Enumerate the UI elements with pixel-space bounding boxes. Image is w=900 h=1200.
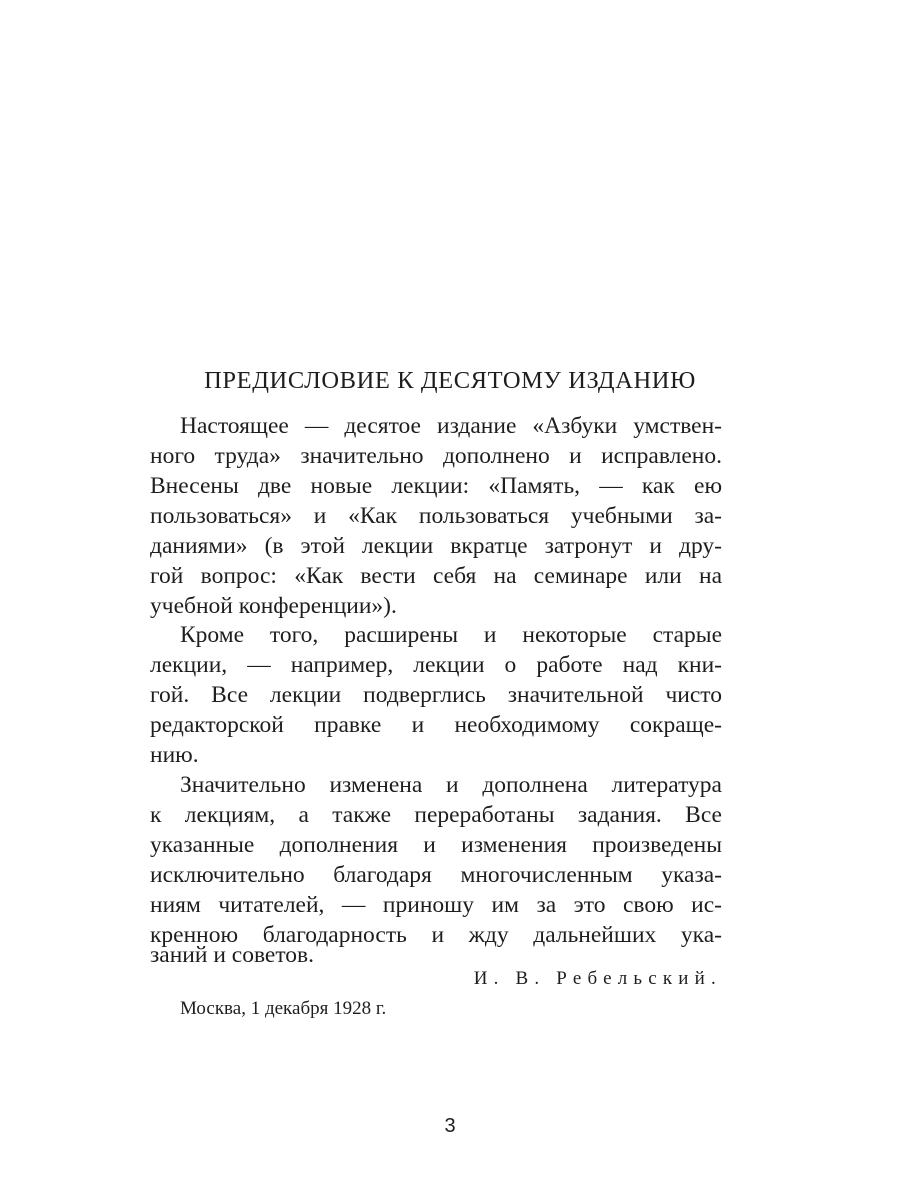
paragraph-1-line-4: пользоваться» и «Как пользоваться учебными за- bbox=[150, 503, 722, 529]
paragraph-2-line-4: редакторской правке и необходимому сокраще- bbox=[150, 712, 722, 738]
paragraph-1-line-5: даниями» (в этой лекции вкратце затронут и дру- bbox=[150, 533, 722, 559]
paragraph-3-line-4: исключительно благодаря многочисленным указа- bbox=[150, 862, 722, 888]
paragraph-2-line-3: гой. Все лекции подверглись значительной чисто bbox=[150, 682, 722, 708]
paragraph-1-line-2: ного труда» значительно дополнено и исправлено. bbox=[150, 443, 722, 469]
paragraph-3-line-7: заний и советов. bbox=[150, 942, 315, 968]
paragraph-3-line-3: указанные дополнения и изменения произведены bbox=[150, 832, 722, 858]
paragraph-1-line-6: гой вопрос: «Как вести себя на семинаре или на bbox=[150, 563, 722, 589]
paragraph-2-line-1: Кроме того, расширены и некоторые старые bbox=[180, 622, 722, 648]
paragraph-1-line-1: Настоящее — десятое издание «Азбуки умствен- bbox=[180, 413, 722, 439]
paragraph-1-line-7: учебной конференции»). bbox=[150, 593, 397, 619]
paragraph-2-line-5: нию. bbox=[150, 742, 199, 768]
paragraph-3-line-6: кренною благодарность и жду дальнейших ука- bbox=[150, 922, 722, 948]
paragraph-3-line-1: Значительно изменена и дополнена литература bbox=[180, 772, 722, 798]
paragraph-3-line-2: к лекциям, а также переработаны задания. Все bbox=[150, 802, 722, 828]
paragraph-1-line-3: Внесены две новые лекции: «Память, — как ею bbox=[150, 473, 722, 499]
paragraph-2-line-2: лекции, — например, лекции о работе над кни- bbox=[150, 652, 722, 678]
place-and-date: Москва, 1 декабря 1928 г. bbox=[180, 998, 387, 1019]
author-signature: И. В. Ребельский. bbox=[473, 968, 722, 989]
paragraph-3-line-5: ниям читателей, — приношу им за это свою ис- bbox=[150, 892, 722, 918]
page-title: ПРЕДИСЛОВИЕ К ДЕСЯТОМУ ИЗДАНИЮ bbox=[204, 367, 696, 394]
page-number: 3 bbox=[444, 1115, 456, 1137]
